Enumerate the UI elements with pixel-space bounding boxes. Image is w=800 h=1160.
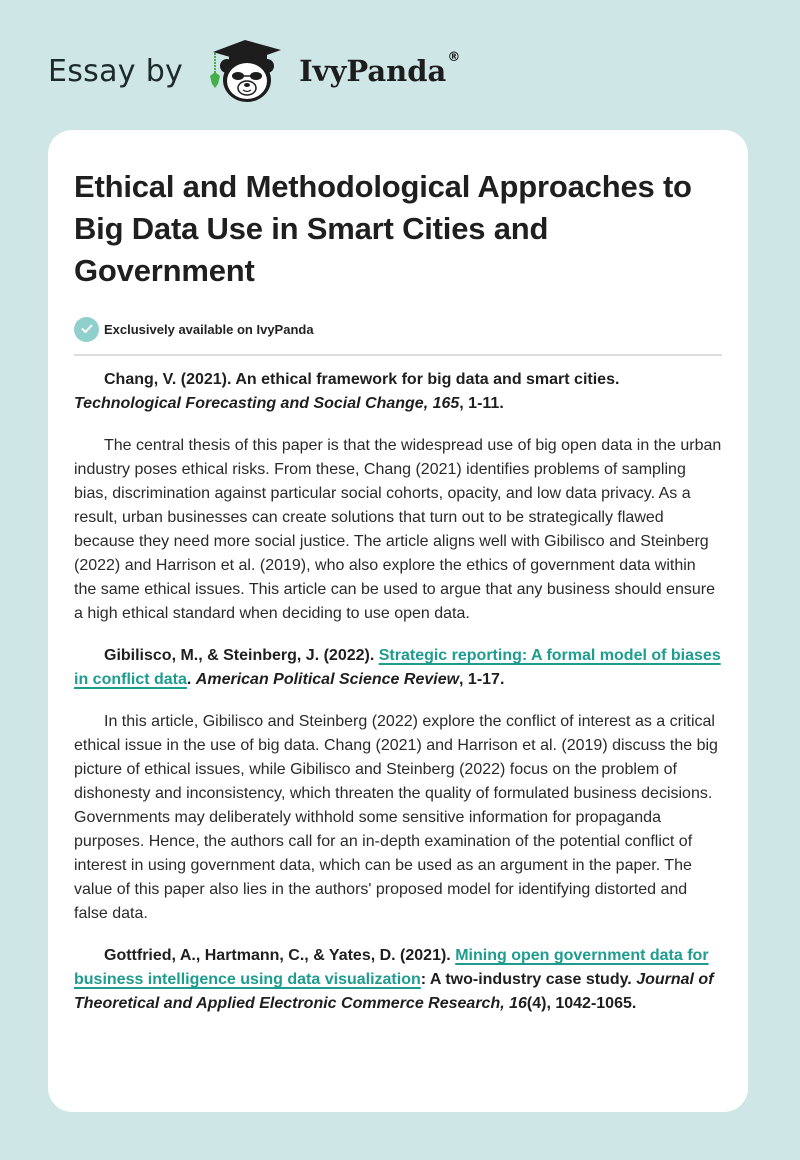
- reference-pages: (4), 1042-1065.: [526, 995, 637, 1012]
- reference-link[interactable]: Mining open government data for business intelligence using data visualization: [74, 947, 709, 988]
- brand-name[interactable]: IvyPanda®: [299, 50, 461, 88]
- reference-authors: Gottfried, A., Hartmann, C., & Yates, D. (2021).: [104, 947, 456, 964]
- page-title: Ethical and Methodological Approaches to Big Data Use in Smart Cities and Government: [74, 169, 692, 288]
- reference-journal: American Political Science Review: [195, 671, 460, 688]
- exclusive-badge: [74, 316, 722, 342]
- site-header: [48, 36, 460, 106]
- registered-mark: ®: [447, 50, 461, 65]
- reference-authors: Chang, V. (2021).: [104, 371, 236, 388]
- reference-title: An ethical framework for big data and smart cities.: [235, 371, 620, 388]
- essay-by-label: Essay by: [48, 53, 184, 89]
- reference-entry: [74, 944, 722, 1016]
- reference-pages: , 1-17.: [459, 671, 505, 688]
- reference-journal: Journal of Theoretical and Applied Electronic Commerce Research, 16: [74, 971, 714, 1012]
- annotation-paragraph: In this article, Gibilisco and Steinberg (2022) explore the conflict of interest as a critical ethical issue in the use of big data. Chang (2021) and Harrison et al. (2019) discuss the big picture of ethical issues, while Gibilisco and Steinberg (2022) focus on the problem of dishonesty and inconsistency, which threaten the quality of formulated business decisions. Governments may deliberately withhold some sensitive information for propaganda purposes. Hence, the authors call for an in-depth examination of the potential conflict of interest in using government data, which can be used as an argument in the paper. The value of this paper also lies in the authors' proposed model for identifying distorted and false data.: [74, 713, 718, 922]
- reference-separator: .: [186, 671, 196, 688]
- reference-pages: , 1-11.: [459, 395, 504, 412]
- annotation-paragraph: The central thesis of this paper is that the widespread use of big open data in the urban industry poses ethical risks. From these, Chang (2021) identifies problems of sampling bias, discrimination against particular social cohorts, opacity, and low data privacy. As a result, urban businesses can create solutions that turn out to be strategically flawed because they need more social justice. The article aligns well with Gibilisco and Steinberg (2022) and Harrison et al. (2019), who also explore the ethics of government data within the same ethical issues. This article can be used to argue that any business should ensure a high ethical standard when deciding to use open data.: [74, 437, 722, 622]
- divider: [74, 354, 722, 356]
- reference-entry: [74, 368, 722, 416]
- reference-authors: Gibilisco, M., & Steinberg, J. (2022).: [104, 647, 379, 664]
- reference-entry: [74, 644, 722, 692]
- panda-graduate-logo-icon: [205, 36, 289, 106]
- reference-subtitle: : A two-industry case study.: [420, 971, 637, 988]
- reference-link[interactable]: Strategic reporting: A formal model of biases in conflict data: [74, 647, 721, 688]
- check-circle-icon: [74, 317, 99, 342]
- reference-journal: Technological Forecasting and Social Change, 165: [74, 395, 460, 412]
- exclusive-text: Exclusively available on IvyPanda: [104, 321, 314, 337]
- essay-card: [48, 130, 748, 1112]
